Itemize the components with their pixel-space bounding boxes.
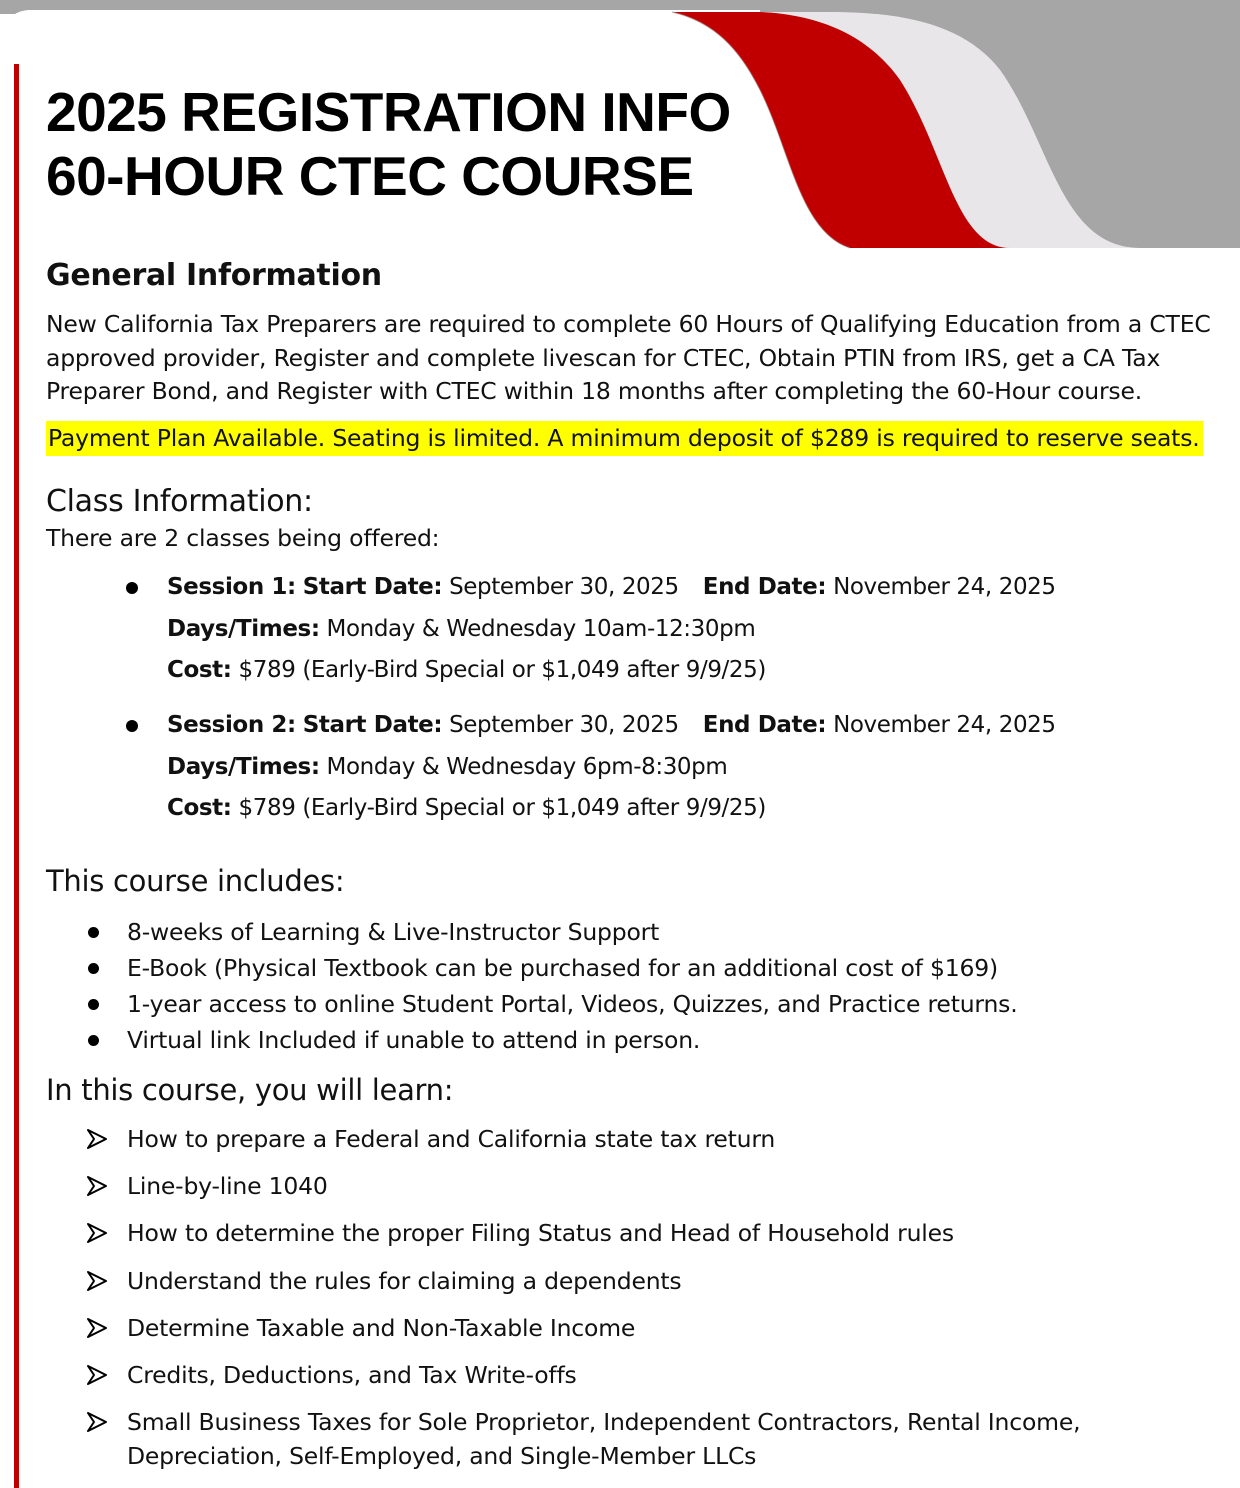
class-info-heading: Class Information: bbox=[46, 484, 313, 519]
session-1 bbox=[167, 567, 1056, 692]
session-2-dates: Session 2: Start Date: September 30, 2025 End Date: November 24, 2025 bbox=[167, 712, 1056, 738]
includes-heading: This course includes: bbox=[46, 864, 345, 898]
includes-item: 1-year access to online Student Portal, Videos, Quizzes, and Practice returns. bbox=[127, 990, 1018, 1018]
session-2 bbox=[167, 705, 1056, 830]
bullet-icon bbox=[126, 582, 138, 594]
left-accent-bar bbox=[14, 64, 19, 1488]
bullet-icon bbox=[126, 720, 138, 732]
learn-item: Credits, Deductions, and Tax Write-offs bbox=[127, 1361, 577, 1389]
learn-item: Determine Taxable and Non-Taxable Income bbox=[127, 1314, 636, 1342]
bullet-icon bbox=[88, 999, 99, 1010]
includes-item: Virtual link Included if unable to attend in person. bbox=[127, 1026, 701, 1054]
arrow-bullet-icon bbox=[86, 1222, 108, 1244]
learn-heading: In this course, you will learn: bbox=[46, 1073, 454, 1107]
includes-item: 8-weeks of Learning & Live-Instructor Support bbox=[127, 918, 660, 946]
arrow-bullet-icon bbox=[86, 1317, 108, 1339]
includes-item: E-Book (Physical Textbook can be purchased for an additional cost of $169) bbox=[127, 954, 998, 982]
arrow-bullet-icon bbox=[86, 1364, 108, 1386]
payment-plan-highlight: Payment Plan Available. Seating is limited. A minimum deposit of $289 is required to reserve seats. bbox=[46, 421, 1203, 456]
session-1-days: Days/Times: Monday & Wednesday 10am-12:30pm bbox=[167, 615, 756, 642]
session-1-cost: Cost: $789 (Early-Bird Special or $1,049 after 9/9/25) bbox=[167, 657, 766, 683]
session-1-dates: Session 1: Start Date: September 30, 2025 End Date: November 24, 2025 bbox=[167, 574, 1056, 600]
general-info-paragraph: New California Tax Preparers are required to complete 60 Hours of Qualifying Education from a CTEC approved provider, Register and complete livescan for CTEC, Obtain PTIN from IRS, get a CA Tax Preparer Bond, and Register with CTEC within 18 months after completing the 60-Hour course. bbox=[46, 310, 1211, 405]
arrow-bullet-icon bbox=[86, 1411, 108, 1433]
arrow-bullet-icon bbox=[86, 1270, 108, 1292]
bullet-icon bbox=[88, 963, 99, 974]
learn-item: How to prepare a Federal and California state tax return bbox=[127, 1125, 776, 1153]
learn-item: Line-by-line 1040 bbox=[127, 1172, 328, 1200]
bullet-icon bbox=[88, 1035, 99, 1046]
learn-item: Understand the rules for claiming a dependents bbox=[127, 1267, 682, 1295]
arrow-bullet-icon bbox=[86, 1175, 108, 1197]
session-2-days: Days/Times: Monday & Wednesday 6pm-8:30pm bbox=[167, 753, 728, 780]
session-2-cost: Cost: $789 (Early-Bird Special or $1,049 after 9/9/25) bbox=[167, 795, 766, 821]
learn-item: Small Business Taxes for Sole Proprietor, Independent Contractors, Rental Income, Depreciation, Self-Employed, and Single-Member LLCs bbox=[127, 1408, 1081, 1470]
title-line-2: 60-HOUR CTEC COURSE bbox=[46, 145, 694, 207]
bullet-icon bbox=[88, 927, 99, 938]
general-info-heading: General Information bbox=[46, 258, 382, 293]
learn-item: How to determine the proper Filing Status and Head of Household rules bbox=[127, 1219, 954, 1247]
title-line-1: 2025 REGISTRATION INFO bbox=[46, 81, 731, 143]
class-info-intro: There are 2 classes being offered: bbox=[46, 524, 440, 552]
page-title bbox=[46, 80, 731, 208]
arrow-bullet-icon bbox=[86, 1128, 108, 1150]
